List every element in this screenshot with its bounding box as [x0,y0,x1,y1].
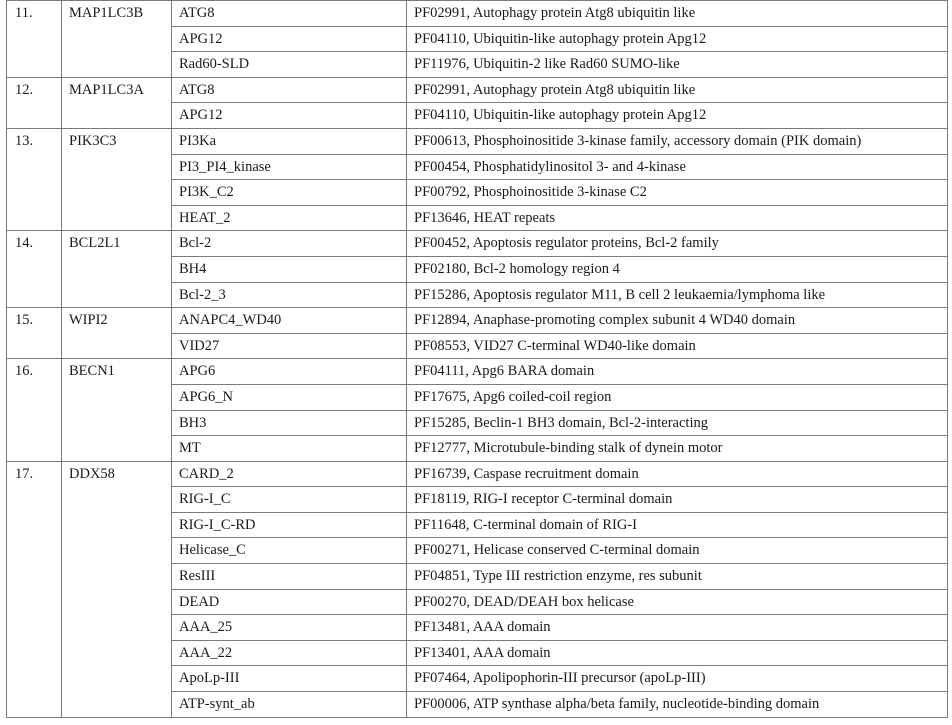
pfam-description-cell: PF00006, ATP synthase alpha/beta family, nucleotide-binding domain [407,692,948,718]
domain-name-cell: RIG-I_C [172,487,407,513]
pfam-description-cell: PF00792, Phosphoinositide 3-kinase C2 [407,180,948,206]
table-row [7,461,948,487]
domain-name-cell: Rad60-SLD [172,52,407,78]
table-row [7,231,948,257]
table-row [7,128,948,154]
gene-name-cell: BCL2L1 [62,231,172,308]
table-row [7,1,948,27]
row-number-cell: 12. [7,77,62,128]
pfam-description-cell: PF04851, Type III restriction enzyme, res subunit [407,564,948,590]
domain-name-cell: APG6 [172,359,407,385]
pfam-description-cell: PF12777, Microtubule-binding stalk of dynein motor [407,436,948,462]
domain-name-cell: ATP-synt_ab [172,692,407,718]
domain-name-cell: AAA_22 [172,640,407,666]
domain-name-cell: Bcl-2 [172,231,407,257]
row-number-cell: 17. [7,461,62,717]
row-number-cell: 15. [7,308,62,359]
domain-name-cell: PI3Ka [172,128,407,154]
table-row [7,359,948,385]
domain-name-cell: ATG8 [172,1,407,27]
pfam-description-cell: PF07464, Apolipophorin-III precursor (apoLp-III) [407,666,948,692]
domain-name-cell: AAA_25 [172,615,407,641]
protein-domain-table [6,0,948,718]
domain-name-cell: MT [172,436,407,462]
pfam-description-cell: PF18119, RIG-I receptor C-terminal domain [407,487,948,513]
domain-name-cell: CARD_2 [172,461,407,487]
pfam-description-cell: PF04111, Apg6 BARA domain [407,359,948,385]
pfam-description-cell: PF02180, Bcl-2 homology region 4 [407,256,948,282]
domain-name-cell: Helicase_C [172,538,407,564]
domain-name-cell: HEAT_2 [172,205,407,231]
domain-name-cell: BH4 [172,256,407,282]
domain-name-cell: DEAD [172,589,407,615]
pfam-description-cell: PF04110, Ubiquitin-like autophagy protein Apg12 [407,26,948,52]
pfam-description-cell: PF12894, Anaphase-promoting complex subunit 4 WD40 domain [407,308,948,334]
domain-name-cell: VID27 [172,333,407,359]
domain-name-cell: Bcl-2_3 [172,282,407,308]
gene-name-cell: BECN1 [62,359,172,461]
gene-name-cell: WIPI2 [62,308,172,359]
domain-name-cell: ANAPC4_WD40 [172,308,407,334]
domain-name-cell: APG12 [172,103,407,129]
pfam-description-cell: PF13646, HEAT repeats [407,205,948,231]
pfam-description-cell: PF04110, Ubiquitin-like autophagy protein Apg12 [407,103,948,129]
pfam-description-cell: PF15286, Apoptosis regulator M11, B cell 2 leukaemia/lymphoma like [407,282,948,308]
pfam-description-cell: PF02991, Autophagy protein Atg8 ubiquitin like [407,77,948,103]
domain-name-cell: PI3K_C2 [172,180,407,206]
pfam-description-cell: PF16739, Caspase recruitment domain [407,461,948,487]
gene-name-cell: DDX58 [62,461,172,717]
pfam-description-cell: PF13401, AAA domain [407,640,948,666]
pfam-description-cell: PF11976, Ubiquitin-2 like Rad60 SUMO-like [407,52,948,78]
pfam-description-cell: PF00613, Phosphoinositide 3-kinase family, accessory domain (PIK domain) [407,128,948,154]
pfam-description-cell: PF15285, Beclin-1 BH3 domain, Bcl-2-interacting [407,410,948,436]
domain-name-cell: PI3_PI4_kinase [172,154,407,180]
row-number-cell: 14. [7,231,62,308]
domain-name-cell: RIG-I_C-RD [172,512,407,538]
domain-name-cell: ResIII [172,564,407,590]
domain-name-cell: BH3 [172,410,407,436]
domain-name-cell: APG6_N [172,384,407,410]
pfam-description-cell: PF00271, Helicase conserved C-terminal domain [407,538,948,564]
table-row [7,77,948,103]
pfam-description-cell: PF00454, Phosphatidylinositol 3- and 4-kinase [407,154,948,180]
pfam-description-cell: PF17675, Apg6 coiled-coil region [407,384,948,410]
table-body [7,1,948,718]
domain-name-cell: ApoLp-III [172,666,407,692]
gene-name-cell: MAP1LC3B [62,1,172,78]
domain-name-cell: ATG8 [172,77,407,103]
gene-name-cell: PIK3C3 [62,128,172,230]
pfam-description-cell: PF02991, Autophagy protein Atg8 ubiquitin like [407,1,948,27]
row-number-cell: 13. [7,128,62,230]
row-number-cell: 16. [7,359,62,461]
pfam-description-cell: PF08553, VID27 C-terminal WD40-like domain [407,333,948,359]
gene-name-cell: MAP1LC3A [62,77,172,128]
table-row [7,308,948,334]
pfam-description-cell: PF11648, C-terminal domain of RIG-I [407,512,948,538]
row-number-cell: 11. [7,1,62,78]
pfam-description-cell: PF13481, AAA domain [407,615,948,641]
pfam-description-cell: PF00270, DEAD/DEAH box helicase [407,589,948,615]
domain-name-cell: APG12 [172,26,407,52]
pfam-description-cell: PF00452, Apoptosis regulator proteins, Bcl-2 family [407,231,948,257]
